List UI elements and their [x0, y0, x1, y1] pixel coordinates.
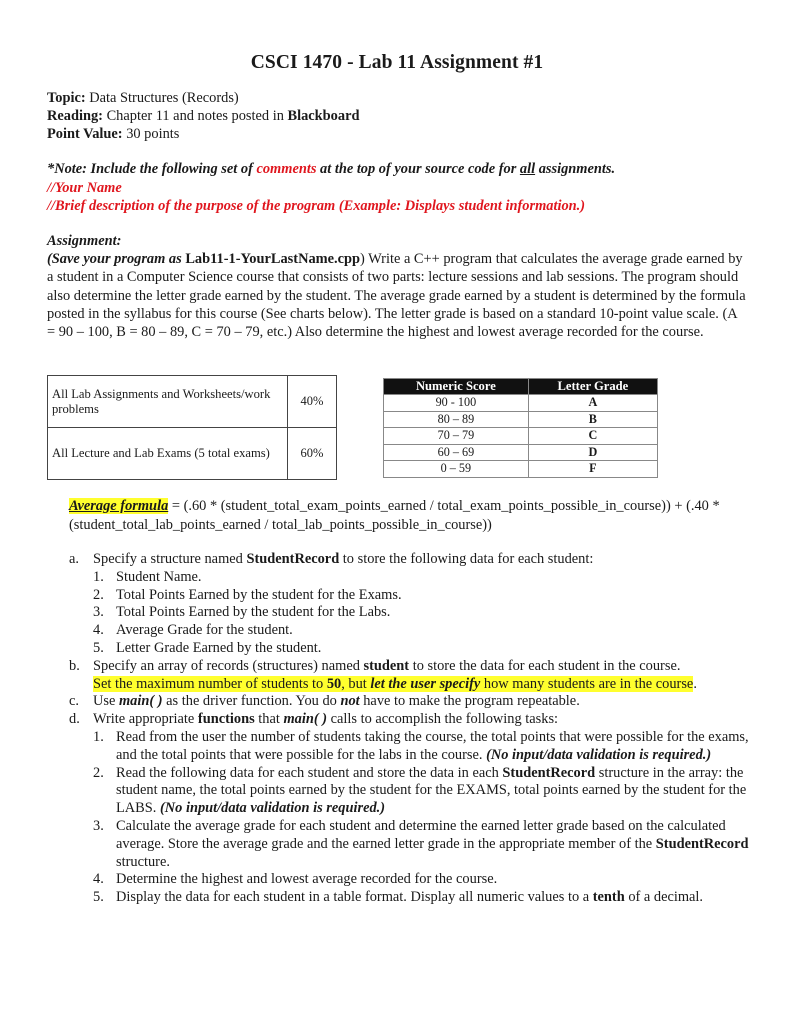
item-emphasis: (No input/data validation is required.) — [486, 746, 712, 763]
formula-text: = (.60 * (student_total_exam_points_earned / total_exam_points_possible_in_course)) + (.40 * (student_total_lab_points_earned / total_lab_points_possible_in_course)) — [69, 498, 720, 533]
list-item — [69, 622, 769, 640]
list-item — [69, 765, 769, 818]
functions-term: functions — [197, 711, 255, 728]
task-list — [69, 551, 769, 907]
task-label: a. — [69, 551, 79, 567]
column-header: Numeric Score — [384, 379, 529, 395]
studentrecord-term: StudentRecord — [502, 764, 596, 781]
letter-cell: C — [528, 428, 657, 445]
score-cell: 0 – 59 — [384, 461, 529, 478]
not-term: not — [340, 693, 360, 710]
weight-percent: 60% — [288, 428, 337, 480]
student-term: student — [363, 657, 410, 674]
item-text: Calculate the average grade for each student and determine the earned letter grade based on the calculated average. Store the average grade and the earned letter grade in the appropriate member of the — [116, 817, 726, 852]
table-row — [48, 428, 337, 480]
item-text: Average Grade for the student. — [116, 622, 293, 639]
item-emphasis: (No input/data validation is required.) — [159, 800, 386, 817]
item-number: 1. — [93, 568, 104, 585]
column-header: Letter Grade — [528, 379, 657, 395]
item-text: structure in the array: the student name, the total points earned by the student for the EXAMS, total points earned by the student for the LABS. — [116, 764, 747, 817]
hl-text-b: , but — [341, 675, 371, 692]
filename: Lab11-1-YourLastName.cpp — [185, 251, 361, 268]
average-formula — [69, 497, 759, 535]
item-text: Read the following data for each student and store the data in each — [116, 764, 503, 781]
list-item — [69, 569, 769, 587]
letter-cell: F — [528, 461, 657, 478]
task-d-text-a: Write appropriate — [93, 711, 198, 728]
list-item — [69, 818, 769, 871]
note-line-3: //Brief description of the purpose of the program (Example: Displays student information.) — [47, 198, 586, 214]
letter-cell: D — [528, 444, 657, 461]
item-number: 5. — [93, 639, 104, 656]
list-item — [69, 587, 769, 605]
save-instruction: (Save your program as — [47, 251, 186, 268]
hl-text-a: Set the maximum number of students to — [93, 675, 327, 692]
weight-item: All Lecture and Lab Exams (5 total exams) — [48, 428, 288, 480]
formula-label: Average formula — [69, 498, 169, 514]
grade-weight-table — [47, 375, 337, 480]
task-label: b. — [69, 657, 80, 674]
item-text: Student Name. — [116, 568, 202, 585]
page-title: CSCI 1470 - Lab 11 Assignment #1 — [250, 52, 544, 73]
item-number: 5. — [93, 889, 104, 906]
score-cell: 80 – 89 — [384, 411, 529, 428]
item-number: 2. — [93, 764, 104, 781]
item-number: 3. — [93, 817, 104, 834]
item-text: Determine the highest and lowest average recorded for the course. — [116, 871, 498, 888]
topic-label: Topic: — [47, 90, 86, 106]
list-item — [69, 640, 769, 658]
note-text-a: *Note: Include the following set of — [47, 161, 257, 177]
assignment-section — [47, 232, 747, 341]
task-a — [69, 551, 769, 569]
letter-cell: B — [528, 411, 657, 428]
assignment-heading: Assignment: — [47, 233, 122, 249]
reading-line — [47, 107, 359, 125]
weight-item: All Lab Assignments and Worksheets/work problems — [48, 376, 288, 428]
hl-let-user: let the user specify — [370, 675, 481, 692]
task-d-text-b: that — [254, 711, 284, 728]
task-d — [69, 711, 769, 729]
item-text: Letter Grade Earned by the student. — [116, 639, 322, 656]
list-item — [69, 889, 769, 907]
reading-blackboard: Blackboard — [287, 108, 360, 124]
main-term: main( ) — [283, 711, 328, 728]
task-b-period: . — [693, 675, 697, 692]
item-number: 2. — [93, 586, 104, 603]
note-text-b: at the top of your source code for — [316, 161, 520, 177]
note-text-c: assignments. — [535, 161, 616, 177]
list-item — [69, 604, 769, 622]
score-cell: 60 – 69 — [384, 444, 529, 461]
item-number: 1. — [93, 728, 104, 745]
item-number: 4. — [93, 622, 104, 639]
max-students: 50 — [326, 675, 342, 692]
item-text: of a decimal. — [624, 889, 704, 906]
reading-label: Reading: — [47, 108, 103, 124]
assignment-body — [47, 250, 747, 341]
topic-value: Data Structures (Records) — [89, 90, 239, 106]
item-text: structure. — [116, 853, 170, 870]
task-c — [69, 693, 769, 711]
task-b-text-end: to store the data for each student in the course. — [409, 657, 681, 674]
points-value: 30 points — [126, 126, 180, 142]
table-row — [48, 376, 337, 428]
table-row — [384, 461, 658, 478]
item-number: 3. — [93, 604, 104, 621]
main-term: main( ) — [118, 693, 163, 710]
list-item — [69, 729, 769, 765]
points-line — [47, 125, 359, 143]
weight-percent: 40% — [288, 376, 337, 428]
table-header-row — [384, 379, 658, 395]
points-label: Point Value: — [47, 126, 123, 142]
score-cell: 70 – 79 — [384, 428, 529, 445]
note-comments-word: comments — [256, 161, 317, 177]
highlighted-instruction — [93, 676, 693, 692]
topic-line — [47, 89, 359, 107]
task-b-text: Specify an array of records (structures) named — [93, 657, 364, 674]
task-a-text-end: to store the following data for each student: — [339, 551, 594, 567]
task-label: d. — [69, 711, 80, 728]
letter-cell: A — [528, 395, 657, 412]
item-text: Read from the user the number of students taking the course, the total points that were possible for the exams, and the total points that were possible for the labs in the course. — [116, 728, 749, 763]
task-c-text-a: Use — [93, 693, 119, 710]
table-row — [384, 395, 658, 412]
item-number: 4. — [93, 871, 104, 888]
table-row — [384, 444, 658, 461]
note-line-2: //Your Name — [47, 179, 122, 196]
list-item — [69, 871, 769, 889]
item-text: Total Points Earned by the student for the Exams. — [116, 586, 402, 603]
note-all-word: all — [519, 161, 536, 177]
table-row — [384, 428, 658, 445]
reading-value: Chapter 11 and notes posted in — [106, 108, 288, 124]
studentrecord-term: StudentRecord — [655, 835, 749, 852]
comments-note — [47, 160, 615, 216]
item-text: Total Points Earned by the student for the Labs. — [116, 604, 391, 621]
table-row — [384, 411, 658, 428]
score-cell: 90 - 100 — [384, 395, 529, 412]
note-line-1 — [47, 160, 615, 179]
grade-scale-table — [383, 378, 658, 478]
item-text: Display the data for each student in a table format. Display all numeric values to a — [116, 889, 593, 906]
assignment-meta — [47, 89, 359, 143]
task-label: c. — [69, 693, 79, 710]
task-c-text-b: as the driver function. You do — [162, 693, 341, 710]
task-d-text-c: calls to accomplish the following tasks: — [327, 711, 559, 728]
task-c-text-c: have to make the program repeatable. — [359, 693, 580, 710]
studentrecord-term: StudentRecord — [246, 551, 340, 567]
tenth-term: tenth — [592, 889, 625, 906]
task-b — [69, 658, 769, 694]
assignment-description: ) Write a C++ program that calculates the average grade earned by a student in a Computer Science course that consists of two parts: lecture sessions and lab sessions. The program should also determine the letter grade earned by the student. The average grade earned by a student is determined by the formula posted in the syllabus for this course (See charts below). The letter grade is based on a standard 10-point value scale. (A = 90 – 100, B = 80 – 89, C = 70 – 79, etc.) Also determine the highest and lowest average recorded for the course. — [47, 251, 746, 341]
hl-text-c: how many students are in the course — [480, 675, 694, 692]
task-a-text: Specify a structure named — [93, 551, 247, 567]
